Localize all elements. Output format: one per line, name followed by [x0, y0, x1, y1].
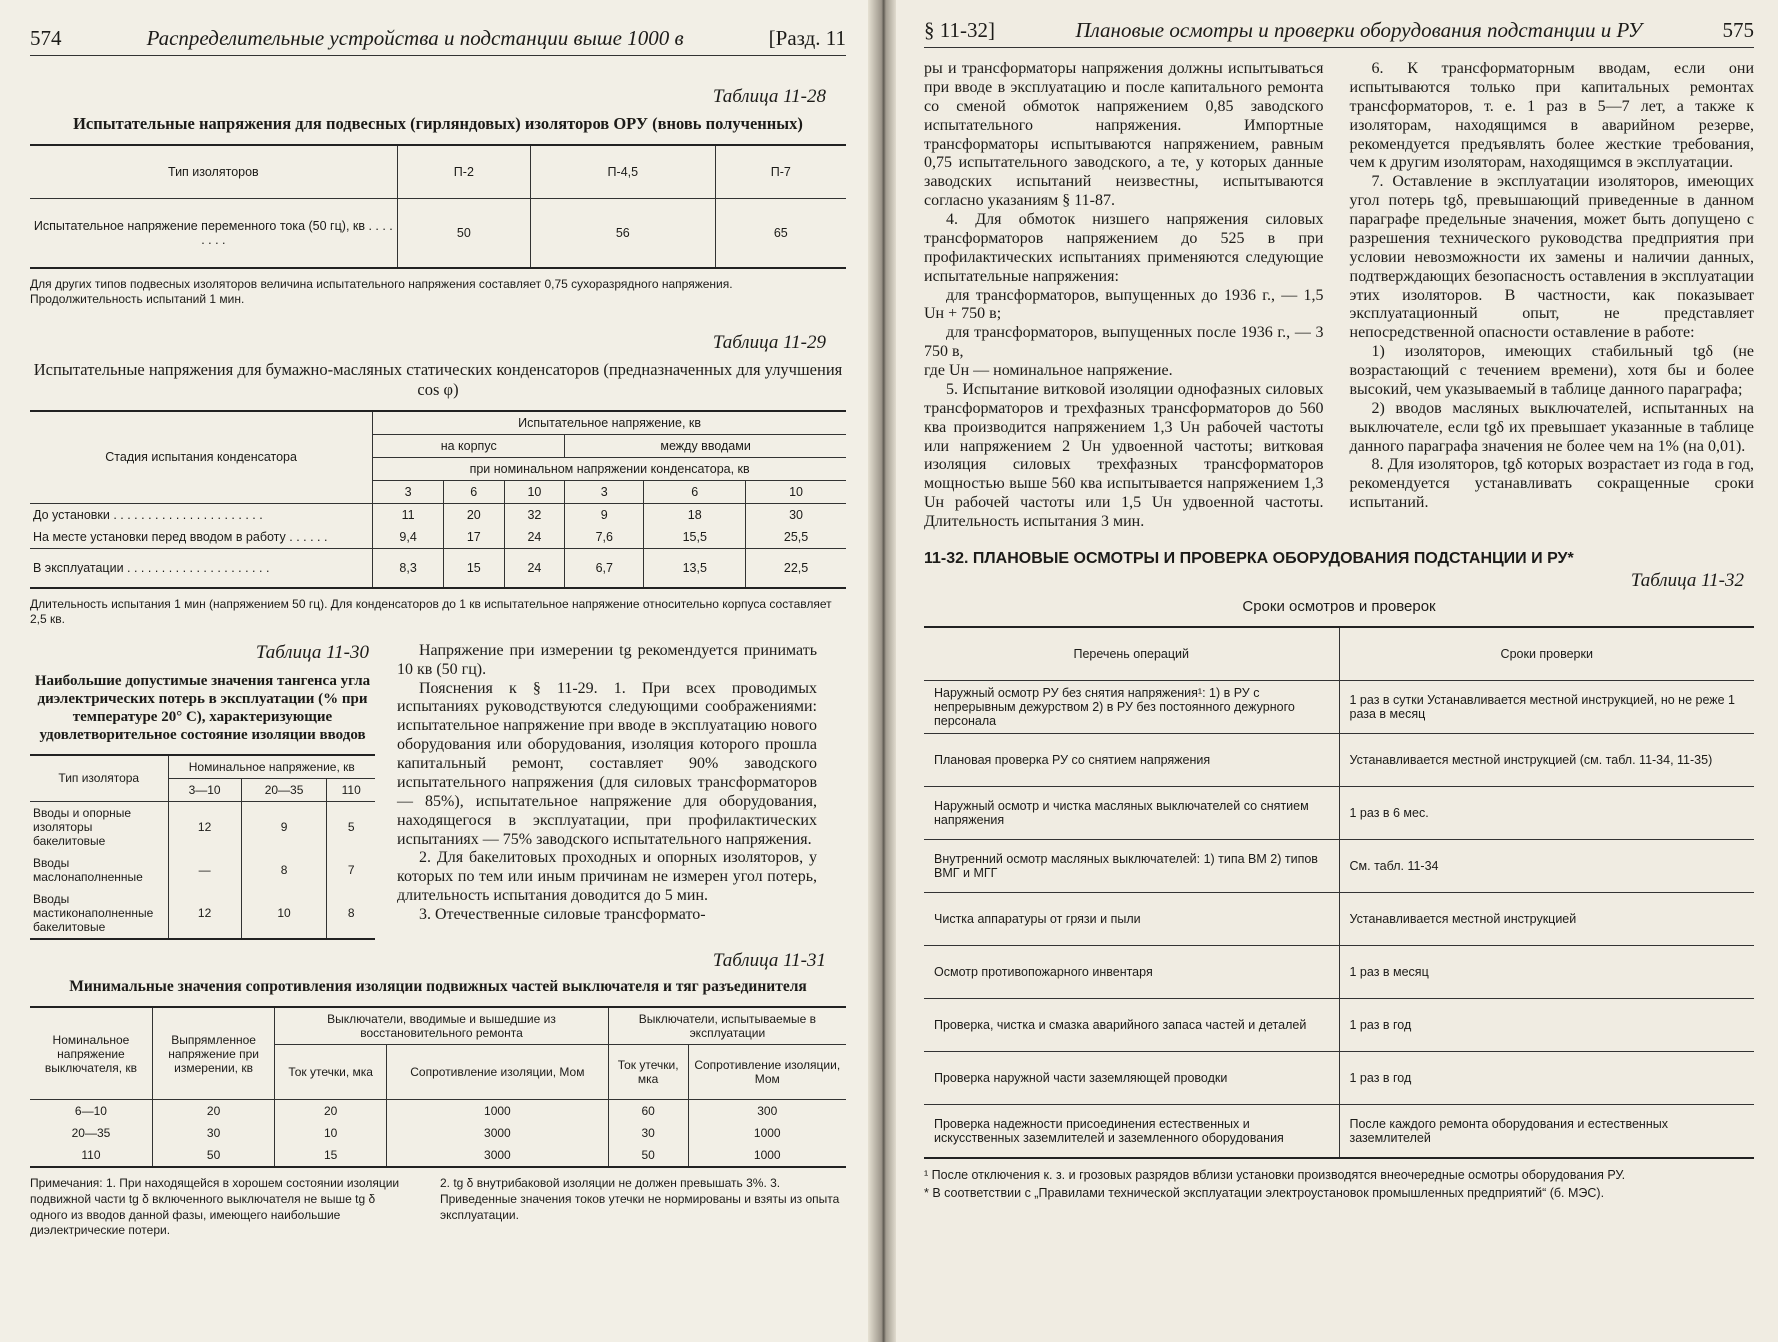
table-11-32-title: Сроки осмотров и проверок: [1242, 597, 1436, 615]
text-column-1: [924, 60, 1324, 532]
t29-cell: 7,6: [565, 526, 644, 549]
t31-header-service: Выключатели, испытываемые в эксплуатации: [608, 1007, 846, 1045]
text-column-2: [1350, 60, 1755, 532]
paragraph: для трансформаторов, выпущенных до 1936 г., — 1,5 Uн + 750 в;: [924, 286, 1324, 323]
t31-cell: 15: [275, 1144, 387, 1167]
paragraph: 7. Оставление в эксплуатации изоляторов, имеющих угол потерь tgδ, превышающий приведенные в данном параграфе предельные значения, может быть допущено с разрешения технического руководства предприятия при условии невозможности их замены и наличии данных, подтверждающих безопасность оставления в эксплуатации этих изоляторов. В частности, как показывает эксплуатационный опыт, не представляет непосредственной опасности оставление в работе:: [1349, 173, 1754, 342]
t31-cell: 60: [608, 1100, 688, 1123]
t31-cell: 10: [275, 1122, 387, 1144]
t29-cell: 30: [746, 503, 846, 526]
table-row: [30, 1144, 846, 1167]
t32-term: 1 раз в год: [1339, 998, 1754, 1051]
table-row: [924, 733, 1754, 786]
paragraph: 2. Для бакелитовых проходных и опорных изоляторов, у которых по тем или иным причинам не измерен угол потерь, длительность испытания доводится до 5 мин.: [397, 849, 817, 905]
t29-cell: 32: [504, 503, 565, 526]
t31-cell: 1000: [688, 1144, 846, 1167]
t28-col-3: П-7: [715, 145, 846, 199]
t28-row-label: Испытательное напряжение переменного тока (50 гц), кв . . . . . . . .: [33, 218, 393, 247]
t29-cell: 13,5: [644, 548, 746, 588]
t30-col: 110: [327, 778, 375, 801]
t32-term: 1 раз в сутки Устанавливается местной инструкцией, но не реже 1 раза в месяц: [1339, 680, 1754, 733]
table-11-28: [30, 144, 846, 269]
t32-header-terms: Сроки проверки: [1339, 627, 1754, 681]
running-title-right: Плановые осмотры и проверки оборудования подстанции и РУ: [1075, 18, 1642, 42]
t32-operation: Проверка, чистка и смазка аварийного запаса частей и деталей: [934, 1017, 1307, 1032]
paragraph: Пояснения к § 11-29. 1. При всех проводимых испытаниях руководствуются следующими соображениями: испытательное напряжение при вводе в эксплуатацию нового оборудования или оборудования, изоляция которого прошла капитальный ремонт, составляет 90% заводского испытательного напряжения (для силовых трансформаторов — 85%), испытательное напряжение для оборудования, находящегося в эксплуатации, при профилактических испытаниях — 75% заводского испытательного напряжения.: [397, 679, 817, 848]
t29-header-voltage: Испытательное напряжение, кв: [373, 411, 846, 435]
t32-term: См. табл. 11-34: [1339, 839, 1754, 892]
t29-cell: 6,7: [565, 548, 644, 588]
table-11-32-caption: Таблица 11-32: [1630, 569, 1744, 591]
t29-cell: 11: [373, 503, 444, 526]
t29-cell: 20: [443, 503, 504, 526]
t29-col: 10: [746, 480, 846, 503]
t29-row-label: На месте установки перед вводом в работу . . . . . .: [33, 529, 328, 544]
t32-operation: Проверка наружной части заземляющей проводки: [934, 1070, 1228, 1085]
t31-note-left: Примечания: 1. При находящейся в хорошем состоянии изоляции подвижной части tg δ включенного выключателя не выше tg δ одного из вводов данной фазы, имеющего наибольшие диэлектрические потери.: [30, 1176, 400, 1238]
t30-cell: 12: [168, 888, 241, 939]
t28-col-1: П-2: [397, 145, 530, 199]
paragraph: 5. Испытание витковой изоляции однофазных силовых трансформаторов и трехфазных трансформаторов до 560 ква производится напряжением 1,3 Uн рабочей частоты или напряжением 2 Uн удвоенной частоты; витковая изоляция силовых трехфазных трансформаторов мощностью выше 560 ква испытывается напряжением 1,3 Uн рабочей частоты или 1,5 Uн удвоенной частоты. Длительность испытания 3 мин.: [924, 380, 1324, 530]
book-gutter: [868, 0, 898, 1342]
t32-term: После каждого ремонта оборудования и естественных заземлителей: [1339, 1104, 1754, 1158]
t32-operation: Осмотр противопожарного инвентаря: [934, 964, 1153, 979]
running-header-right: [924, 18, 1754, 48]
t30-row-label: Вводы мастиконаполненные бакелитовые: [33, 891, 154, 934]
t30-cell: 5: [327, 801, 375, 852]
running-title-left: Распределительные устройства и подстанции выше 1000 в: [146, 26, 684, 50]
table-11-29-caption: Таблица 11-29: [712, 331, 826, 353]
t29-cell: 8,3: [373, 548, 444, 588]
t31-cell: 1000: [688, 1122, 846, 1144]
t29-cell: 9: [565, 503, 644, 526]
t31-header-rectified: Выпрямленное напряжение при измерении, кв: [152, 1007, 274, 1100]
table-11-31-caption: Таблица 11-31: [712, 949, 826, 971]
t31-header-nominal: Номинальное напряжение выключателя, кв: [30, 1007, 152, 1100]
t31-cell: 6—10: [74, 1104, 107, 1119]
text-column-left-page: [397, 642, 817, 940]
left-page: [0, 0, 870, 1342]
table-row: [30, 1100, 846, 1123]
t30-cell: —: [168, 852, 241, 888]
t32-operation: Внутренний осмотр масляных выключателей: 1) типа ВМ 2) типов ВМГ и МГГ: [934, 851, 1318, 880]
section-heading: 11-32. ПЛАНОВЫЕ ОСМОТРЫ И ПРОВЕРКА ОБОРУДОВАНИЯ ПОДСТАНЦИИ И РУ*: [924, 549, 1574, 567]
t32-term: Устанавливается местной инструкцией: [1339, 892, 1754, 945]
page-number-left: 574: [30, 26, 62, 50]
page-number-right: 575: [1722, 18, 1754, 42]
t31-cell: 50: [608, 1144, 688, 1167]
table-row: [924, 786, 1754, 839]
table-11-29-title: Испытательные напряжения для бумажно-масляных статических конденсаторов (предназначенных для улучшения cos φ): [33, 359, 843, 399]
t29-note: Длительность испытания 1 мин (напряжением 50 гц). Для конденсаторов до 1 кв испытательное напряжение относительно корпуса составляет 2,5 кв.: [30, 596, 832, 627]
t29-col: 6: [644, 480, 746, 503]
table-row: [30, 801, 375, 852]
paragraph: для трансформаторов, выпущенных после 1936 г., — 3 750 в,: [924, 324, 1324, 361]
t31-cell: 30: [608, 1122, 688, 1144]
t30-cell: 12: [168, 801, 241, 852]
t32-header-operations: Перечень операций: [924, 627, 1339, 681]
t30-row-label: Вводы маслонаполненные: [33, 855, 143, 884]
t29-cell: 24: [504, 548, 565, 588]
t32-operation: Проверка надежности присоединения естественных и искусственных заземлителей и заземленного оборудования: [934, 1116, 1284, 1145]
t28-header-type: Тип изоляторов: [30, 145, 397, 199]
t31-cell: 3000: [387, 1122, 609, 1144]
t28-value-1: 50: [397, 198, 530, 268]
t29-col: 3: [565, 480, 644, 503]
table-row: [924, 1104, 1754, 1158]
t31-cell: 3000: [387, 1144, 609, 1167]
table-row: [924, 839, 1754, 892]
t30-cell: 10: [241, 888, 327, 939]
t31-cell: 30: [152, 1122, 274, 1144]
t32-operation: Плановая проверка РУ со снятием напряжения: [934, 752, 1211, 767]
t29-col: 6: [443, 480, 504, 503]
table-row: [30, 1122, 846, 1144]
t30-col: 20—35: [241, 778, 327, 801]
t31-header-resistance: Сопротивление изоляции, Мом: [387, 1045, 609, 1100]
t29-cell: 25,5: [746, 526, 846, 549]
table-11-31-title: Минимальные значения сопротивления изоляции подвижных частей выключателя и тяг разъединителя: [69, 977, 807, 995]
t31-note-right: 2. tg δ внутрибаковой изоляции не должен превышать 3%. 3. Приведенные значения токов утечки не нормированы и взяты из опыта эксплуатации.: [440, 1176, 840, 1222]
t31-header-resistance: Сопротивление изоляции, Мом: [688, 1045, 846, 1100]
table-row: [30, 548, 846, 588]
t32-operation: Наружный осмотр РУ без снятия напряжения¹: 1) в РУ с непрерывным дежурством 2) в РУ без постоянного дежурного персонала: [934, 685, 1295, 728]
t29-cell: 18: [644, 503, 746, 526]
running-header-left: [30, 26, 846, 56]
t32-term: 1 раз в год: [1339, 1051, 1754, 1104]
paragraph: Напряжение при измерении tg рекомендуется принимать 10 кв (50 гц).: [397, 641, 817, 678]
t29-col: 3: [373, 480, 444, 503]
paragraph: 3. Отечественные силовые трансформато-: [419, 906, 706, 924]
t29-cell: 15: [443, 548, 504, 588]
table-11-30-title: Наибольшие допустимые значения тангенса угла диэлектрических потерь в эксплуатации (% при температуре 20° С), характеризующие удовлетворительное состояние изоляции вводов: [34, 672, 371, 743]
table-row: [924, 892, 1754, 945]
section-ref-right: § 11-32]: [924, 18, 995, 42]
t31-cell: 20—35: [71, 1126, 111, 1141]
t31-header-leak: Ток утечки, мка: [608, 1045, 688, 1100]
paragraph: где Uн — номинальное напряжение.: [924, 362, 1173, 379]
table-11-30: [30, 754, 375, 940]
paragraph: ры и трансформаторы напряжения должны испытываться при вводе в эксплуатацию и после капитального ремонта со сменой обмоток напряжением 0,85 заводского испытательного напряжения. Импортные трансформаторы испытываются напряжением, равным 0,75 испытательного заводского, а те, у которых данные заводских испытаний неизвестны, испытываются согласно указаниям § 11-87.: [924, 60, 1324, 210]
t29-header-nominal: при номинальном напряжении конденсатора, кв: [373, 457, 846, 480]
table-11-28-title: Испытательные напряжения для подвесных (гирляндовых) изоляторов ОРУ (вновь полученных): [73, 114, 803, 133]
section-ref-left: [Разд. 11: [768, 26, 846, 50]
t29-row-label: В эксплуатации . . . . . . . . . . . . . . . . . . . . .: [33, 560, 270, 575]
table-row: [30, 852, 375, 888]
table-row: [924, 998, 1754, 1051]
t31-cell: 300: [688, 1100, 846, 1123]
t29-row-label: До установки . . . . . . . . . . . . . . . . . . . . . .: [33, 507, 263, 522]
table-11-32: [924, 626, 1754, 1159]
t29-header-stage: Стадия испытания конденсатора: [30, 411, 373, 504]
table-row: [30, 888, 375, 939]
t28-value-3: 65: [715, 198, 846, 268]
table-11-28-caption: Таблица 11-28: [712, 86, 826, 107]
t31-header-leak: Ток утечки, мка: [275, 1045, 387, 1100]
t29-header-between: между вводами: [565, 434, 846, 457]
table-row: [924, 945, 1754, 998]
t29-header-body: на корпус: [373, 434, 565, 457]
t31-cell: 20: [152, 1100, 274, 1123]
t31-cell: 110: [81, 1148, 101, 1163]
t31-header-repair: Выключатели, вводимые и вышедшие из восстановительного ремонта: [275, 1007, 608, 1045]
t29-col: 10: [504, 480, 565, 503]
t30-row-label: Вводы и опорные изоляторы бакелитовые: [33, 805, 132, 848]
t29-cell: 15,5: [644, 526, 746, 549]
paragraph: 6. К трансформаторным вводам, если они испытываются только при капитальных ремонтах трансформаторов, т. е. 1 раз в 5—7 лет, а также к изоляторам, находящимся в аварийном резерве, рекомендуется предъявлять более жесткие требования, чем к другим изоляторам, находящимся в эксплуатации.: [1349, 60, 1754, 172]
t29-cell: 24: [504, 526, 565, 549]
t32-operation: Наружный осмотр и чистка масляных выключателей со снятием напряжения: [934, 798, 1309, 827]
table-row: [924, 680, 1754, 733]
paragraph: 1) изоляторов, имеющих стабильный tgδ (не возрастающий с течением времени), хотя бы и более высокий, чем указываемый в таблице данного параграфа;: [1349, 343, 1754, 398]
t28-col-2: П-4,5: [531, 145, 716, 199]
footnote-2: * В соответствии с „Правилами технической эксплуатации электроустановок промышленных предприятий“ (б. МЭС).: [924, 1186, 1605, 1201]
t30-header-type: Тип изолятора: [30, 755, 168, 802]
t29-cell: 22,5: [746, 548, 846, 588]
t30-cell: 7: [327, 852, 375, 888]
t29-cell: 9,4: [373, 526, 444, 549]
t30-cell: 8: [241, 852, 327, 888]
table-row: [30, 526, 846, 549]
paragraph: 4. Для обмоток низшего напряжения силовых трансформаторов напряжением до 525 в при профилактических испытаниях применяются следующие испытательные напряжения:: [924, 211, 1324, 285]
t31-cell: 1000: [387, 1100, 609, 1123]
t32-term: 1 раз в месяц: [1339, 945, 1754, 998]
t30-cell: 8: [327, 888, 375, 939]
t30-cell: 9: [241, 801, 327, 852]
t32-term: Устанавливается местной инструкцией (см. табл. 11-34, 11-35): [1339, 733, 1754, 786]
t31-cell: 20: [275, 1100, 387, 1123]
table-11-30-caption: Таблица 11-30: [255, 641, 369, 663]
t31-cell: 50: [152, 1144, 274, 1167]
table-row: [924, 1051, 1754, 1104]
table-11-29: [30, 410, 846, 589]
t28-value-2: 56: [531, 198, 716, 268]
table-11-31: [30, 1006, 846, 1168]
t30-col: 3—10: [168, 778, 241, 801]
table-row: [30, 503, 846, 526]
t30-header-nominal: Номинальное напряжение, кв: [168, 755, 375, 779]
t32-operation: Чистка аппаратуры от грязи и пыли: [934, 911, 1141, 926]
footnote-1: ¹ После отключения к. з. и грозовых разрядов вблизи установки производятся внеочередные осмотры оборудования РУ.: [924, 1167, 1626, 1182]
right-page: [896, 0, 1778, 1342]
paragraph: 8. Для изоляторов, tgδ которых возрастает из года в год, рекомендуется устанавливать сокращенные сроки испытаний.: [1349, 456, 1754, 512]
t32-term: 1 раз в 6 мес.: [1339, 786, 1754, 839]
t28-note: Для других типов подвесных изоляторов величина испытательного напряжения составляет 0,75 сухоразрядного напряжения. Продолжительность испытаний 1 мин.: [30, 276, 733, 307]
t29-cell: 17: [443, 526, 504, 549]
paragraph: 2) вводов масляных выключателей, испытанных на выключателе, если tgδ их превышает указанные в таблице данного параграфа значения не более чем на 1% (на 0,01).: [1349, 399, 1754, 455]
